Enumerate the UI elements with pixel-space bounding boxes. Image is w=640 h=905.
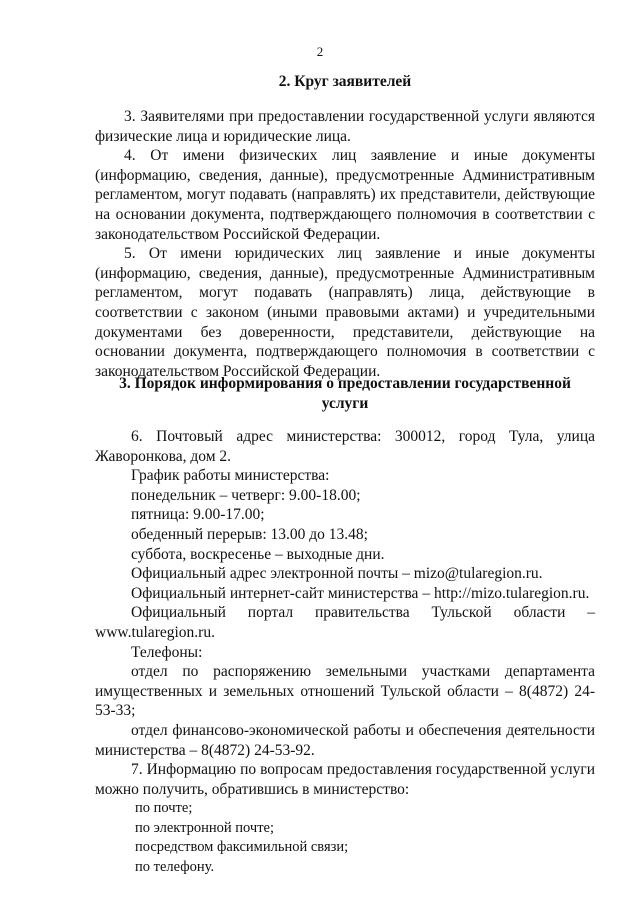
- schedule-item: пятница: 9.00-17.00;: [131, 506, 265, 524]
- schedule-item: обеденный перерыв: 13.00 до 13.48;: [131, 525, 368, 543]
- paragraph-5: 5. От имени юридических лиц заявление и иные документы (информацию, сведения, данные), предусмотренные Административным регламентом, могут подавать (направлять) лица, действующие в соответствии с законом (иными правовыми актами) и учредительными документами без доверенности, представители, действующие на основании документа, подтверждающего полномочия в соответствии с законодательством Российской Федерации.: [95, 245, 595, 380]
- website-line: Официальный интернет-сайт министерства – http://mizo.tularegion.ru.: [131, 584, 590, 602]
- paragraph-7: 7. Информацию по вопросам предоставления государственной услуги можно получить, обратившись в министерство:: [95, 761, 595, 798]
- section-2-body: [95, 107, 595, 381]
- section-3-heading: [95, 374, 595, 413]
- channel-item: посредством факсимильной связи;: [135, 839, 349, 856]
- schedule-item: суббота, воскресенье – выходные дни.: [131, 545, 385, 563]
- section-3-heading-line1: 3. Порядок информирования о предоставлении государственной: [119, 375, 571, 392]
- schedule-item: понедельник – четверг: 9.00-18.00;: [131, 486, 361, 504]
- phone-line-1: отдел по распоряжению земельными участками департамента имущественных и земельных отношений Тульской области – 8(4872) 24-53-33;: [95, 663, 595, 720]
- channel-item: по электронной почте;: [135, 819, 275, 836]
- paragraph-6: 6. Почтовый адрес министерства: 300012, город Тула, улица Жаворонкова, дом 2.: [95, 428, 595, 465]
- email-line: Официальный адрес электронной почты – mizo@tularegion.ru.: [131, 565, 543, 583]
- page-number: 2: [316, 44, 324, 59]
- section-2-heading: 2. Круг заявителей: [278, 73, 412, 90]
- phone-line-2: отдел финансово-экономической работы и обеспечения деятельности министерства – 8(4872) 24-53-92.: [95, 721, 595, 759]
- paragraph-3: 3. Заявителями при предоставлении государственной услуги являются физические лица и юридические лица.: [95, 108, 595, 145]
- phones-title: Телефоны:: [131, 643, 203, 661]
- channel-item: по телефону.: [135, 859, 215, 876]
- channel-item: по почте;: [135, 800, 193, 817]
- paragraph-4: 4. От имени физических лиц заявление и иные документы (информацию, сведения, данные), предусмотренные Административным регламентом, могут подавать (направлять) их представители, действующие на основании документа, подтверждающего полномочия в соответствии с законодательством Российской Федерации.: [95, 147, 595, 243]
- section-3-body: [95, 427, 595, 878]
- portal-line: Официальный портал правительства Тульской области – www.tularegion.ru.: [95, 604, 595, 641]
- section-3-heading-line2: услуги: [321, 394, 369, 412]
- schedule-title: График работы министерства:: [131, 467, 330, 485]
